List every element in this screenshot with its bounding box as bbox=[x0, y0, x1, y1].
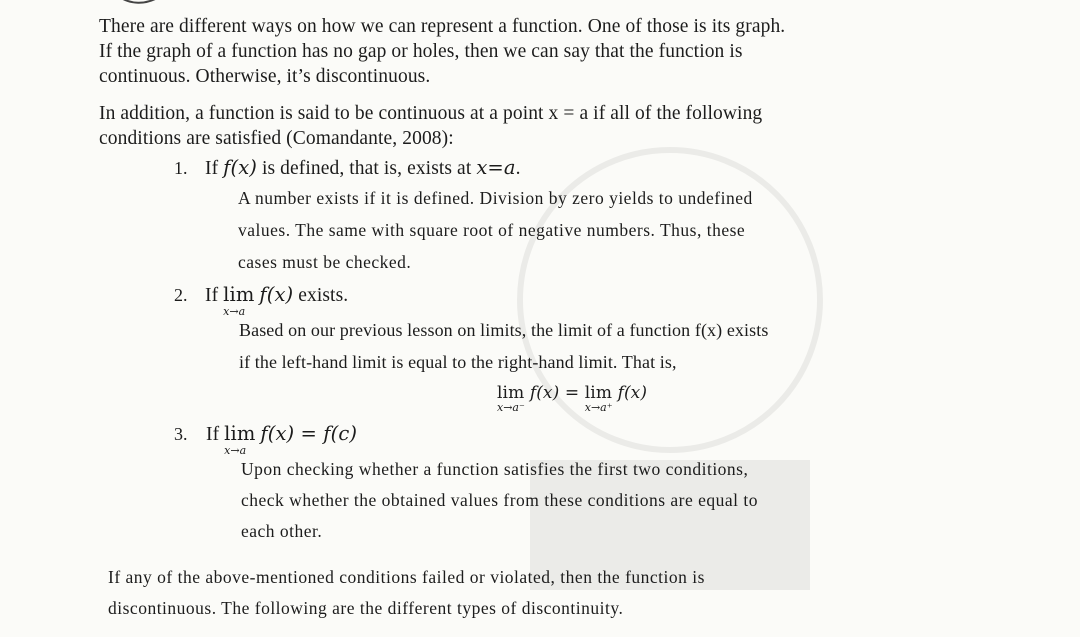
addition-line-2: conditions are satisfied (Comandante, 2008): bbox=[99, 128, 454, 149]
condition-1-number: 1. bbox=[174, 158, 188, 178]
addition-line-1: In addition, a function is said to be continuous at a point x = a if all of the following bbox=[99, 103, 763, 124]
left-limit: lim x→a⁻ bbox=[497, 383, 525, 414]
condition-3-heading: If lim x→a f(x) = f(c) bbox=[206, 422, 358, 457]
limit-equation: lim x→a⁻ f(x) = lim x→a⁺ f(x) bbox=[497, 383, 648, 414]
intro-line-3: continuous. Otherwise, it’s discontinuous. bbox=[99, 66, 431, 87]
condition-2-desc-line-2: if the left-hand limit is equal to the right-hand limit. That is, bbox=[239, 352, 677, 372]
condition-3-desc-line-1: Upon checking whether a function satisfies the first two conditions, bbox=[241, 459, 749, 479]
condition-1-desc-line-1: A number exists if it is defined. Division by zero yields to undefined bbox=[238, 188, 753, 208]
condition-1-heading: If f(x) is defined, that is, exists at x=a. bbox=[205, 156, 521, 179]
limit-operator: lim x→a bbox=[223, 283, 255, 318]
condition-2-heading: If lim x→a f(x) exists. bbox=[205, 283, 349, 318]
condition-2-number: 2. bbox=[174, 285, 188, 305]
condition-3-desc-line-3: each other. bbox=[241, 521, 323, 541]
closing-line-1: If any of the above-mentioned conditions failed or violated, then the function is bbox=[108, 567, 705, 587]
condition-2-desc-line-1: Based on our previous lesson on limits, the limit of a function f(x) exists bbox=[239, 320, 769, 340]
limit-operator: lim x→a bbox=[224, 422, 256, 457]
closing-line-2: discontinuous. The following are the different types of discontinuity. bbox=[108, 598, 624, 618]
intro-line-2: If the graph of a function has no gap or holes, then we can say that the function is bbox=[99, 41, 743, 62]
right-limit: lim x→a⁺ bbox=[584, 383, 613, 414]
condition-1-desc-line-2: values. The same with square root of negative numbers. Thus, these bbox=[238, 220, 746, 240]
condition-3-desc-line-2: check whether the obtained values from these conditions are equal to bbox=[241, 490, 759, 510]
condition-1-desc-line-3: cases must be checked. bbox=[238, 252, 412, 272]
intro-line-1: There are different ways on how we can represent a function. One of those is its graph. bbox=[99, 16, 786, 37]
condition-3-number: 3. bbox=[174, 424, 188, 444]
